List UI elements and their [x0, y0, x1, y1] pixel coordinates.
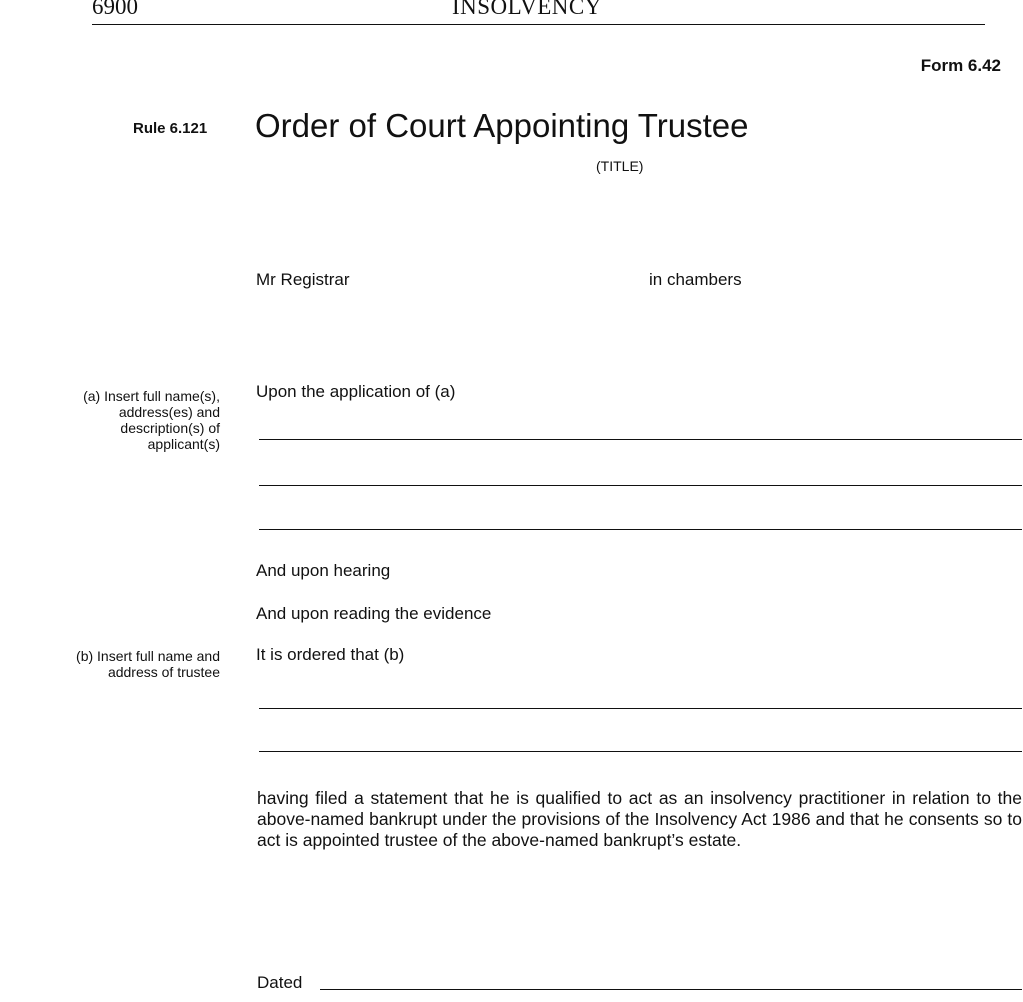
order-body-text: having filed a statement that he is qualified to act as an insolvency practitioner in relation to the above-named bankrupt under the provisions of the Insolvency Act 1986 and that he consents so to act is appointed trustee of the above-named bankrupt’s estate.: [257, 788, 1022, 850]
rule-reference: Rule 6.121: [133, 120, 208, 137]
applicant-line-1[interactable]: [259, 439, 1022, 440]
trustee-margin-note: (b) Insert full name and address of trustee: [76, 648, 220, 680]
chambers-label: in chambers: [649, 270, 742, 289]
running-title: INSOLVENCY: [452, 0, 602, 19]
form-number: Form 6.42: [920, 56, 1001, 75]
registrar-label: Mr Registrar: [256, 270, 350, 289]
trustee-line-2[interactable]: [259, 751, 1022, 752]
form-title: Order of Court Appointing Trustee: [255, 107, 749, 144]
evidence-label: And upon reading the evidence: [256, 604, 492, 623]
order-label: It is ordered that (b): [256, 645, 405, 664]
application-label: Upon the application of (a): [256, 382, 456, 401]
hearing-label: And upon hearing: [256, 561, 391, 580]
page-header: [92, 0, 985, 25]
applicant-line-2[interactable]: [259, 485, 1022, 486]
dated-label: Dated: [257, 973, 303, 992]
dated-line[interactable]: [320, 989, 1022, 990]
page-number: 6900: [92, 0, 138, 19]
applicant-line-3[interactable]: [259, 529, 1022, 530]
trustee-line-1[interactable]: [259, 708, 1022, 709]
title-placeholder: (TITLE): [596, 158, 644, 174]
applicant-margin-note: (a) Insert full name(s), address(es) and description(s) of applicant(s): [83, 388, 220, 452]
